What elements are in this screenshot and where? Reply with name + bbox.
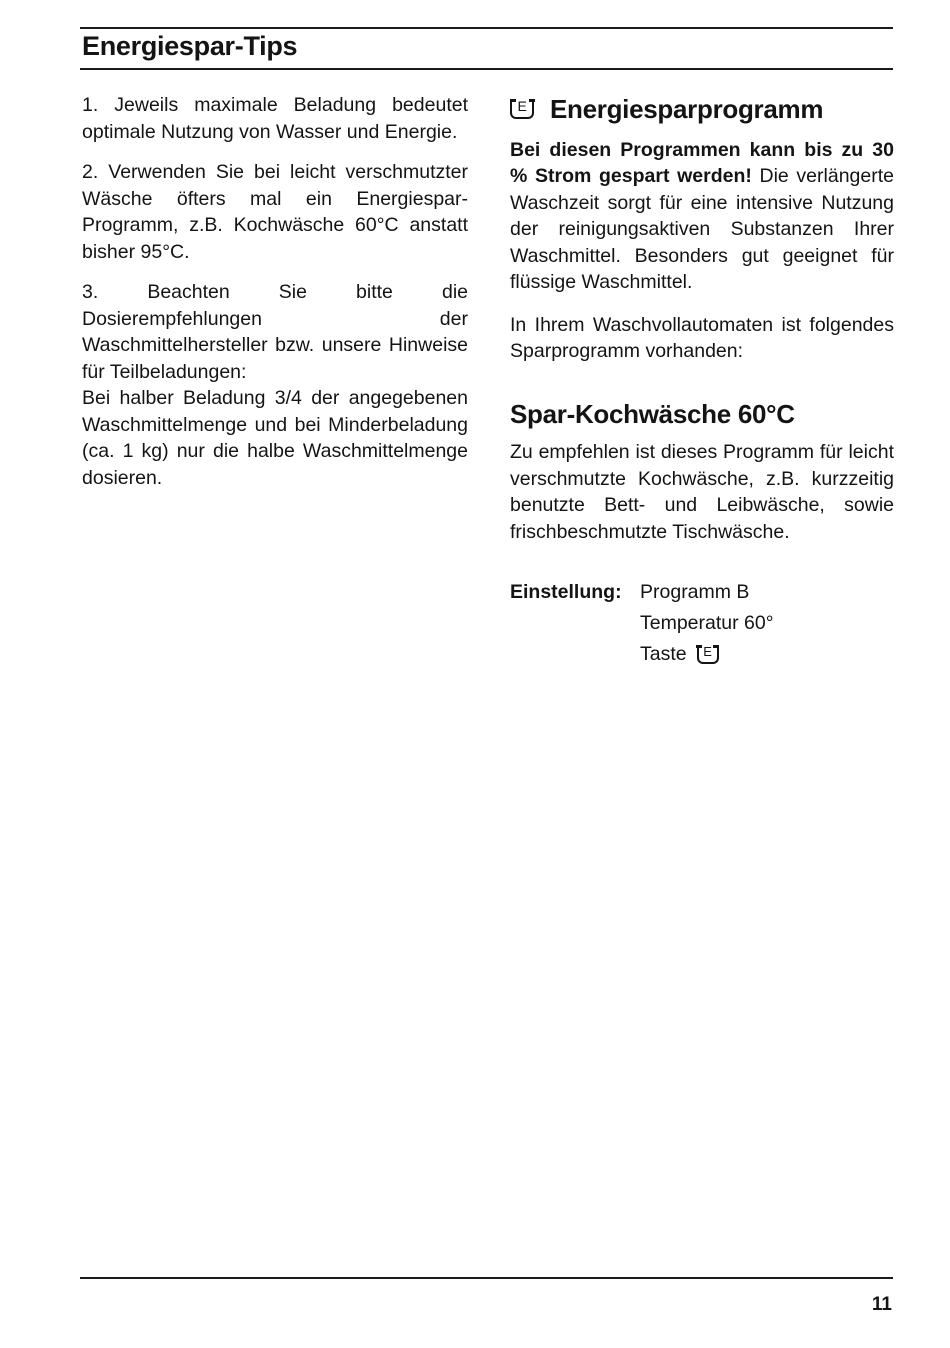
available-program-note: In Ihrem Waschvollautomaten ist folgendes Sparprogramm vorhanden:	[510, 313, 894, 362]
savings-claim: Bei diesen Programmen kann bis zu 30 % Strom gespart werden!	[510, 138, 894, 187]
settings-block	[510, 579, 894, 668]
tip-3-detail: Bei halber Beladung 3/4 der angegebenen Waschmittelmenge und bei Minderbeladung (ca. 1 kg) nur die halbe Waschmittelmenge dosieren.	[82, 387, 468, 489]
energy-program-title: Energiesparprogramm	[550, 94, 824, 124]
setting-button	[640, 641, 894, 668]
title-underline	[80, 68, 893, 70]
energy-button-icon-small: E	[697, 645, 719, 664]
page-title: Energiespar-Tips	[82, 31, 298, 61]
spar-kochwaesche-description: Zu empfehlen ist dieses Programm für leicht verschmutzte Kochwäsche, z.B. kurzzeitig benutzte Bett- und Leibwäsche, sowie frischbeschmutzte Tischwäsche.	[510, 441, 894, 543]
right-column	[510, 96, 894, 668]
energy-button-icon: E	[510, 99, 534, 119]
tip-3: 3. Beachten Sie bitte die Dosierempfehlungen der Waschmittelhersteller bzw. unsere Hinweise für Teilbeladungen:	[82, 281, 468, 383]
setting-temperature: Temperatur 60°	[640, 612, 774, 634]
settings-label: Einstellung:	[510, 581, 622, 603]
energy-program-paragraph	[510, 137, 894, 296]
energy-program-heading	[510, 96, 894, 123]
energy-program-body: Die verlängerte Waschzeit sorgt für eine intensive Nutzung der reinigungsaktiven Substanzen Ihrer Waschmittel. Besonders gut geeignet für flüssige Waschmittel.	[510, 165, 894, 293]
setting-program: Programm B	[640, 581, 750, 603]
tip-2: 2. Verwenden Sie bei leicht verschmutzter Wäsche öfters mal ein Energiespar-Programm, z.B. Kochwäsche 60°C anstatt bisher 95°C.	[82, 161, 468, 263]
tip-1: 1. Jeweils maximale Beladung bedeutet optimale Nutzung von Wasser und Energie.	[82, 94, 468, 143]
setting-button-label: Taste	[640, 643, 687, 665]
spar-kochwaesche-heading: Spar-Kochwäsche 60°C	[510, 398, 795, 429]
top-rule	[80, 27, 893, 29]
left-column	[82, 92, 468, 505]
page-number: 11	[871, 1294, 892, 1315]
footer-rule	[80, 1277, 893, 1279]
